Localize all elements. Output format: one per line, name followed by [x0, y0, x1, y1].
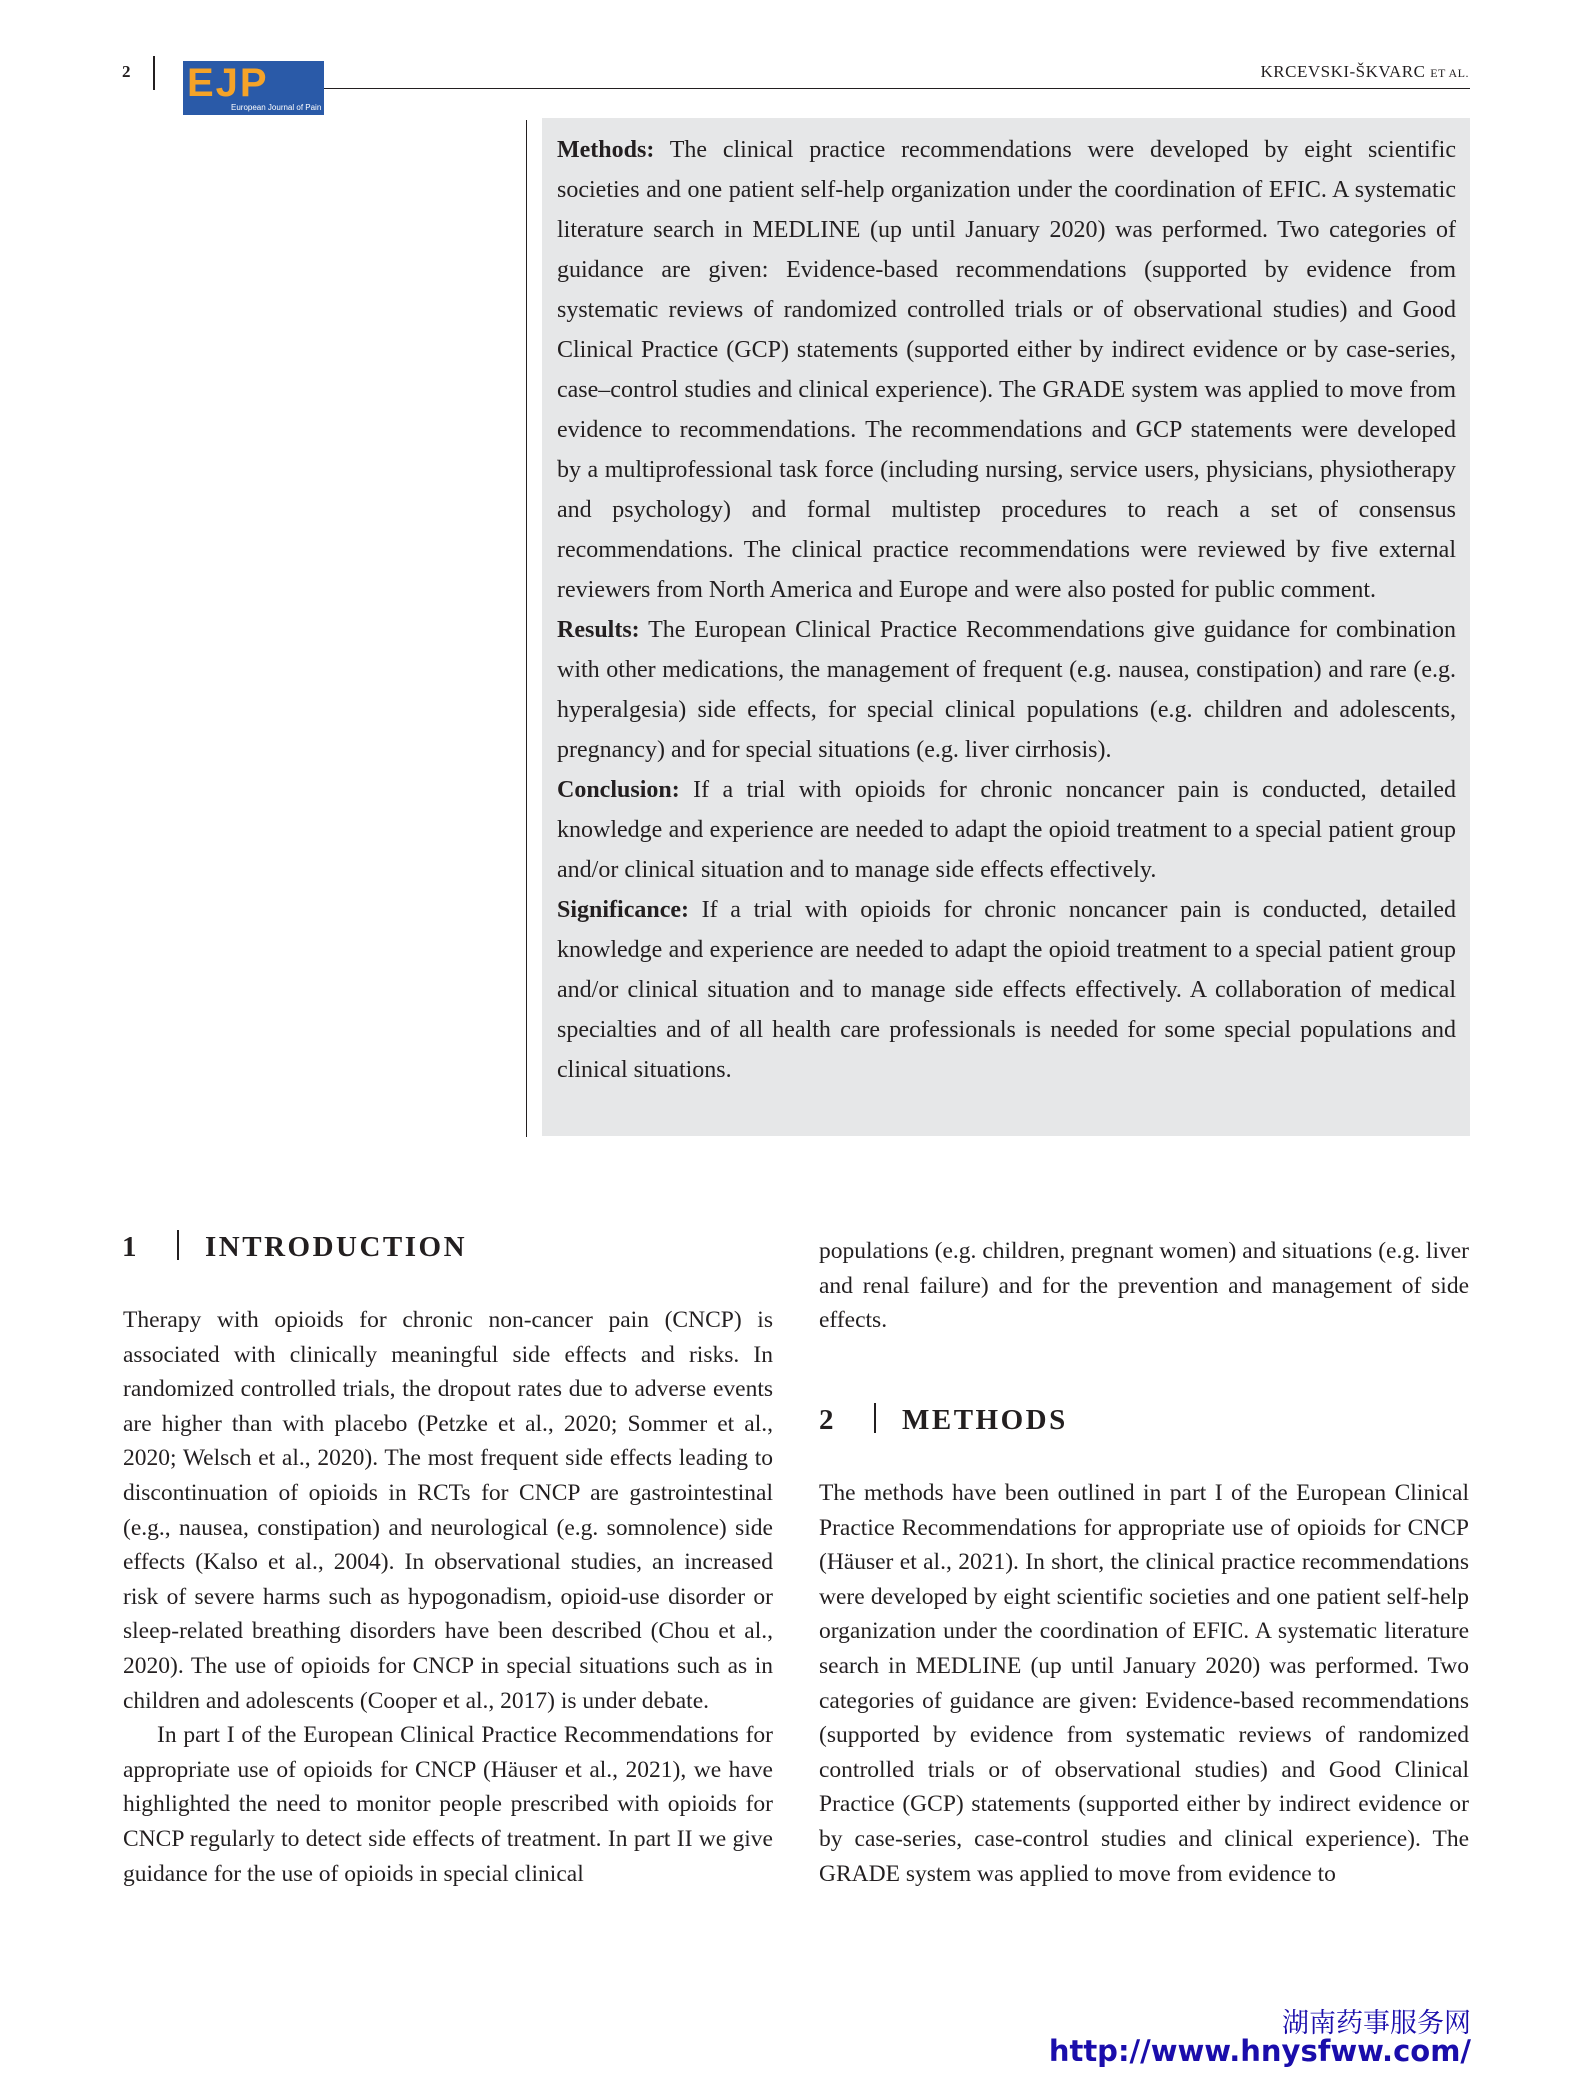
results-text: The European Clinical Practice Recommendations give guidance for combination with other medications, the management of frequent (e.g. nausea, constipation) and rare (e.g. hyperalgesia) side effects, for special clinical populations (e.g. children and adolescents, pregnancy) and for special situations (e.g. liver cirrhosis).	[557, 617, 1456, 763]
introduction-number: 1	[122, 1231, 139, 1263]
abstract-results	[557, 610, 1456, 770]
methods-title: METHODS	[902, 1404, 1068, 1436]
methods-label: Methods:	[557, 137, 655, 163]
abstract-left-rule	[526, 120, 527, 1137]
logo-mark: EJP	[187, 61, 269, 105]
header-divider	[153, 56, 155, 90]
introduction-continuation	[819, 1234, 1469, 1338]
conclusion-label: Conclusion:	[557, 777, 680, 803]
methods-text: The clinical practice recommendations were developed by eight scientific societies and one patient self-help organization under the coordination of EFIC. A systematic literature search in MEDLINE (up until January 2020) was performed. Two categories of guidance are given: Evidence-based recommendations (supported by evidence from systematic reviews of randomized controlled trials or of observational studies) and Good Clinical Practice (GCP) statements (supported either by indirect evidence or by case-series, case–control studies and clinical experience). The GRADE system was applied to move from evidence to recommendations. The recommendations and GCP statements were developed by a multiprofessional task force (including nursing, service users, physicians, physiotherapy and psychology) and formal multistep procedures to reach a set of consensus recommendations. The clinical practice recommendations were reviewed by five external reviewers from North America and Europe and were also posted for public comment.	[557, 137, 1456, 603]
methods-heading	[819, 1403, 1068, 1437]
running-head-etal: ET AL.	[1430, 66, 1469, 80]
methods-number: 2	[819, 1404, 836, 1436]
methods-body	[819, 1476, 1469, 1891]
abstract-methods	[557, 130, 1456, 610]
methods-paragraph-1: The methods have been outlined in part I of the European Clinical Practice Recommendations for appropriate use of opioids for CNCP (Häuser et al., 2021). In short, the clinical practice recommendations were developed by eight scientific societies and one patient self-help organization under the coordination of EFIC. A systematic literature search in MEDLINE (up until January 2020) was performed. Two categories of guidance are given: Evidence-based recommendations (supported by evidence from systematic reviews of randomized controlled trials or of observational studies) and Good Clinical Practice (GCP) statements (supported either by indirect evidence or by case-series, case-control studies and clinical experience). The GRADE system was applied to move from evidence to	[819, 1480, 1469, 1887]
introduction-title: INTRODUCTION	[205, 1231, 468, 1263]
abstract-significance	[557, 890, 1456, 1090]
heading-bar	[177, 1230, 179, 1260]
running-head	[1261, 62, 1469, 82]
conclusion-text: If a trial with opioids for chronic noncancer pain is conducted, detailed knowledge and experience are needed to adapt the opioid treatment to a special patient group and/or clinical situation and to manage side effects effectively.	[557, 777, 1456, 883]
introduction-paragraph-1: Therapy with opioids for chronic non-cancer pain (CNCP) is associated with clinically meaningful side effects and risks. In randomized controlled trials, the dropout rates due to adverse events are higher than with placebo (Petzke et al., 2020; Sommer et al., 2020; Welsch et al., 2020). The most frequent side effects leading to discontinuation of opioids in RCTs for CNCP are gastrointestinal (e.g., nausea, constipation) and neurological (e.g. somnolence) side effects (Kalso et al., 2004). In observational studies, an increased risk of severe harms such as hypogonadism, opioid-use disorder or sleep-related breathing disorders have been described (Chou et al., 2020). The use of opioids for CNCP in special situations such as in children and adolescents (Cooper et al., 2017) is under debate.	[123, 1307, 773, 1714]
running-head-authors: KRCEVSKI-ŠKVARC	[1260, 62, 1426, 81]
introduction-continuation-text: populations (e.g. children, pregnant women) and situations (e.g. liver and renal failure) and for the prevention and management of side effects.	[819, 1238, 1469, 1334]
introduction-heading	[122, 1230, 467, 1264]
introduction-paragraph-2: In part I of the European Clinical Practice Recommendations for appropriate use of opioids for CNCP (Häuser et al., 2021), we have highlighted the need to monitor people prescribed with opioids for CNCP regularly to detect side effects of treatment. In part II we give guidance for the use of opioids in special clinical	[123, 1722, 773, 1887]
abstract-conclusion	[557, 770, 1456, 890]
significance-text: If a trial with opioids for chronic noncancer pain is conducted, detailed knowledge and experience are needed to adapt the opioid treatment to a special patient group and/or clinical situation and to manage side effects effectively. A collaboration of medical specialties and of all health care professionals is needed for some special populations and clinical situations.	[557, 897, 1456, 1083]
page-number: 2	[122, 62, 131, 81]
significance-label: Significance:	[557, 897, 689, 923]
header-rule	[324, 88, 1470, 89]
introduction-body	[123, 1303, 773, 1891]
watermark-chinese: 湖南药事服务网	[1282, 2008, 1471, 2039]
logo-subtitle: European Journal of Pain	[231, 103, 322, 112]
journal-logo	[183, 61, 324, 115]
watermark-url[interactable]: http://www.hnysfww.com/	[1048, 2034, 1471, 2068]
abstract-box	[542, 118, 1470, 1136]
heading-bar	[874, 1403, 876, 1433]
results-label: Results:	[557, 617, 640, 643]
